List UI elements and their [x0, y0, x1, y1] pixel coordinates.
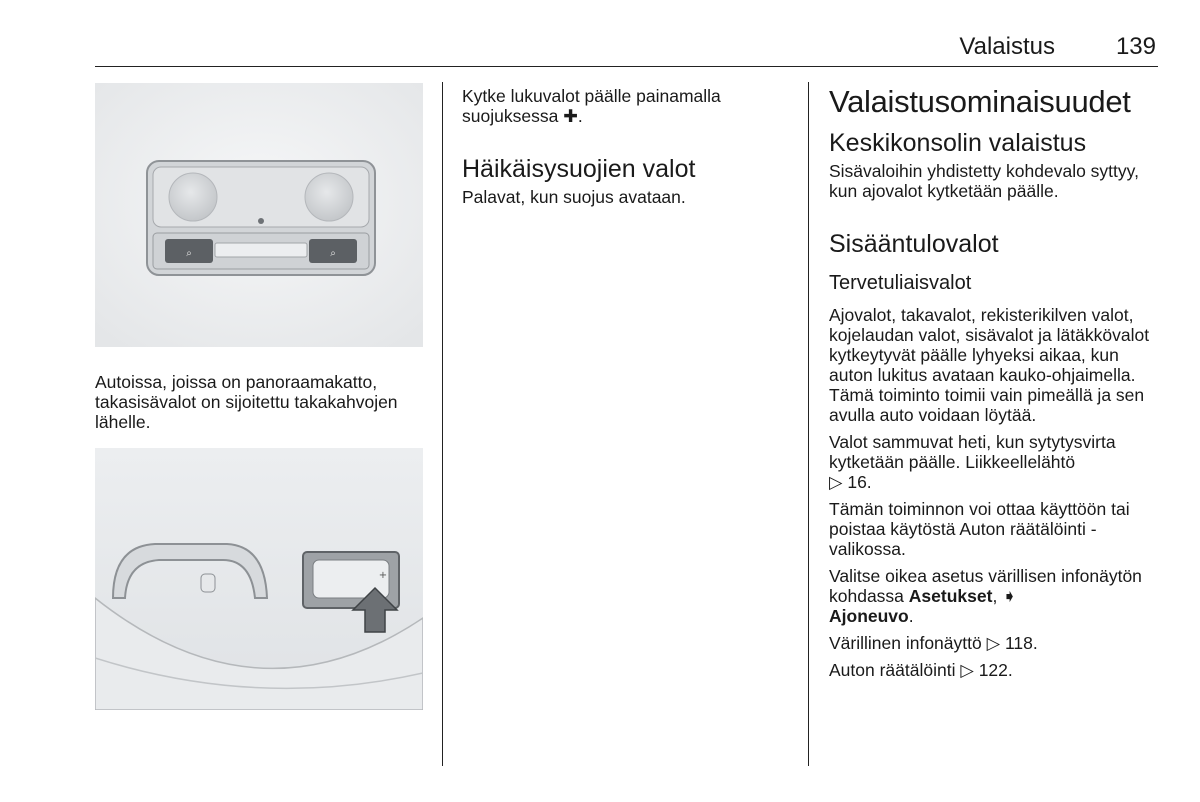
welcome-lighting-para-2: Valot sammuvat heti, kun sytytysvirta kytketään päälle. Liikkeellelähtö ▷ 16. — [829, 432, 1116, 492]
vehicle-personalisation-reference: Auton räätälöinti ▷ 122. — [829, 660, 1013, 680]
center-console-lighting-heading: Keskikonsolin valaistus — [829, 129, 1087, 157]
page-reference-link[interactable]: 118. — [1004, 633, 1038, 653]
column-2 — [462, 86, 782, 207]
welcome-lighting-para-3: Tämän toiminnon voi ottaa käyttöön tai poistaa käytöstä Auton räätälöinti -valikossa. — [829, 499, 1130, 559]
reference-arrow-icon: ▷ — [986, 633, 1001, 653]
menu-arrow-icon: ➧ — [1002, 586, 1017, 606]
page-reference-link[interactable]: 122. — [978, 660, 1013, 680]
figure-caption: Autoissa, joissa on panoraamakatto, takasisävalot on sijoitettu takakahvojen lähelle. — [95, 372, 398, 432]
center-console-lighting-body: Sisävaloihin yhdistetty kohdevalo syttyy, kun ajovalot kytketään päälle. — [829, 161, 1139, 201]
reference-arrow-icon: ▷ — [960, 660, 974, 680]
sun-visor-lights-body: Palavat, kun suojus avataan. — [462, 187, 686, 207]
rear-light-figure — [95, 448, 423, 710]
column-3 — [829, 84, 1159, 680]
color-info-display-reference: Värillinen infonäyttö ▷ 118. — [829, 633, 1038, 653]
reference-arrow-icon: ▷ — [829, 472, 843, 492]
svg-text:+: + — [378, 570, 388, 581]
column-divider-2 — [808, 82, 809, 766]
reading-light-figure — [95, 83, 423, 347]
page-number: 139 — [1115, 33, 1156, 60]
plus-icon: ✚ — [563, 106, 578, 126]
welcome-lighting-heading: Tervetuliaisvalot — [829, 272, 972, 294]
section-title: Valaistus — [959, 33, 1055, 60]
welcome-lighting-para-4: Valitse oikea asetus värillisen infonäytön kohdassa Asetukset, ➧ Ajoneuvo. — [829, 566, 1142, 626]
settings-menu-label: Asetukset — [908, 586, 993, 606]
entry-lighting-heading: Sisääntulovalot — [829, 230, 999, 258]
svg-text:⌕: ⌕ — [186, 248, 192, 259]
page-reference-link[interactable]: 16. — [847, 472, 872, 492]
welcome-lighting-para-1: Ajovalot, takavalot, rekisterikilven valot, kojelaudan valot, sisävalot ja lätäkkövalot kytkeytyvät päälle lyhyeksi aikaa, kun auton lukitus avataan kauko-ohjaimella. Tämä toiminto toimii vain pimeällä ja sen avulla auto voidaan löytää. — [829, 305, 1150, 425]
rear-light-illustration — [95, 448, 423, 710]
column-divider-1 — [442, 82, 443, 766]
sun-visor-lights-heading: Häikäisysuojien valot — [462, 155, 696, 183]
reading-light-illustration — [95, 83, 423, 347]
chapter-title: Valaistusominaisuudet — [829, 84, 1131, 119]
page-header — [95, 30, 1158, 67]
vehicle-menu-label: Ajoneuvo — [829, 606, 909, 626]
reading-light-instruction: Kytke lukuvalot päälle painamalla suojuksessa ✚. — [462, 86, 721, 126]
svg-text:⌕: ⌕ — [330, 248, 336, 259]
